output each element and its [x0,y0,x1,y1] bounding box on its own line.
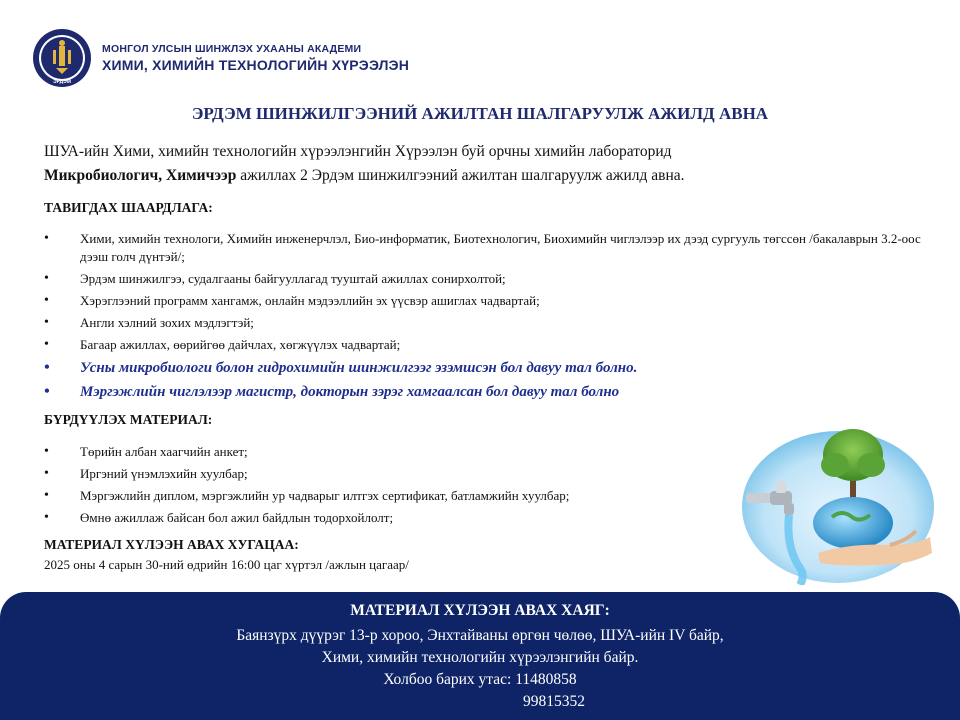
footer-address-panel [0,592,960,720]
footer-address-line-2: Хими, химийн технологийн хүрээлэнгийн байр. [321,649,639,666]
soyombo-emblem-icon [32,28,92,88]
advantage-item: • Мэргэжлийн чиглэлээр магистр, докторын зэрэг хамгаалсан бол давуу тал болно [44,382,924,402]
list-item: • Англи хэлний зохих мэдлэгтэй; [44,314,924,332]
materials-list [44,443,724,531]
list-item: • Багаар ажиллах, өөрийгөө дайчлах, хөгжүүлэх чадвартай; [44,336,924,354]
tree-faucet-hand-illustration-icon [740,425,936,585]
list-item: • Өмнө ажиллаж байсан бол ажил байдлын тодорхойлолт; [44,509,724,527]
advantage-item: • Усны микробиологи болон гидрохимийн шинжилгээг эзэмшсэн бол давуу тал болно. [44,358,924,378]
intro-bold-positions: Микробиологич, Химичээр [44,167,237,184]
intro-line-2 [44,164,904,188]
list-item: • Мэргэжлийн диплом, мэргэжлийн ур чадварыг илтгэх сертификат, батламжийн хуулбар; [44,487,724,505]
deadline-text: 2025 оны 4 сарын 30-ний өдрийн 16:00 цаг хүртэл /ажлын цагаар/ [44,557,409,572]
header [32,28,409,88]
phone-label: Холбоо барих утас: [383,671,516,688]
requirements-list [44,230,924,406]
list-item: • Эрдэм шинжилгээ, судалгааны байгууллагад тууштай ажиллах сонирхолтой; [44,270,924,288]
materials-heading: БҮРДҮҮЛЭХ МАТЕРИАЛ: [44,412,213,427]
footer-title: МАТЕРИАЛ ХҮЛЭЭН АВАХ ХАЯГ: [350,602,610,619]
phone-number-1: 11480858 [515,671,577,688]
phone-number-2: 99815352 [523,693,585,710]
intro-line-1: ШУА-ийн Хими, химийн технологийн хүрээлэнгийн Хүрээлэн буй орчны химийн лабораторид [44,143,672,160]
requirements-heading: ТАВИГДАХ ШААРДЛАГА: [44,200,213,215]
org-line-1: МОНГОЛ УЛСЫН ШИНЖЛЭХ УХААНЫ АКАДЕМИ [102,43,362,55]
intro-paragraph [44,140,904,188]
list-item: • Төрийн албан хаагчийн анкет; [44,443,724,461]
intro-rest: ажиллах 2 Эрдэм шинжилгээний ажилтан шалгаруулж ажилд авна. [236,167,685,184]
page-title: ЭРДЭМ ШИНЖИЛГЭЭНИЙ АЖИЛТАН ШАЛГАРУУЛЖ АЖИЛД АВНА [191,104,769,123]
org-line-2: ХИМИ, ХИМИЙН ТЕХНОЛОГИЙН ХҮРЭЭЛЭН [102,57,410,73]
list-item: • Иргэний үнэмлэхийн хуулбар; [44,465,724,483]
footer-address-line-1: Баянзүрх дүүрэг 13-р хороо, Энхтайваны өргөн чөлөө, ШУА-ийн IV байр, [236,627,724,644]
organization-name [102,43,409,73]
list-item: • Хими, химийн технологи, Химийн инженерчлэл, Био-информатик, Биотехнологич, Биохимийн чиглэлээр их дээд сургууль төгссөн /бакалаврын 3.2-оос дээш голч дүнтэй/; [44,230,924,266]
footer-phone-line [0,671,960,689]
logo-text: ЭРДЭМ [53,79,71,85]
list-item: • Хэрэглээний программ хангамж, онлайн мэдээллийн эх үүсвэр ашиглах чадвартай; [44,292,924,310]
deadline-heading: МАТЕРИАЛ ХҮЛЭЭН АВАХ ХУГАЦАА: [44,537,299,552]
